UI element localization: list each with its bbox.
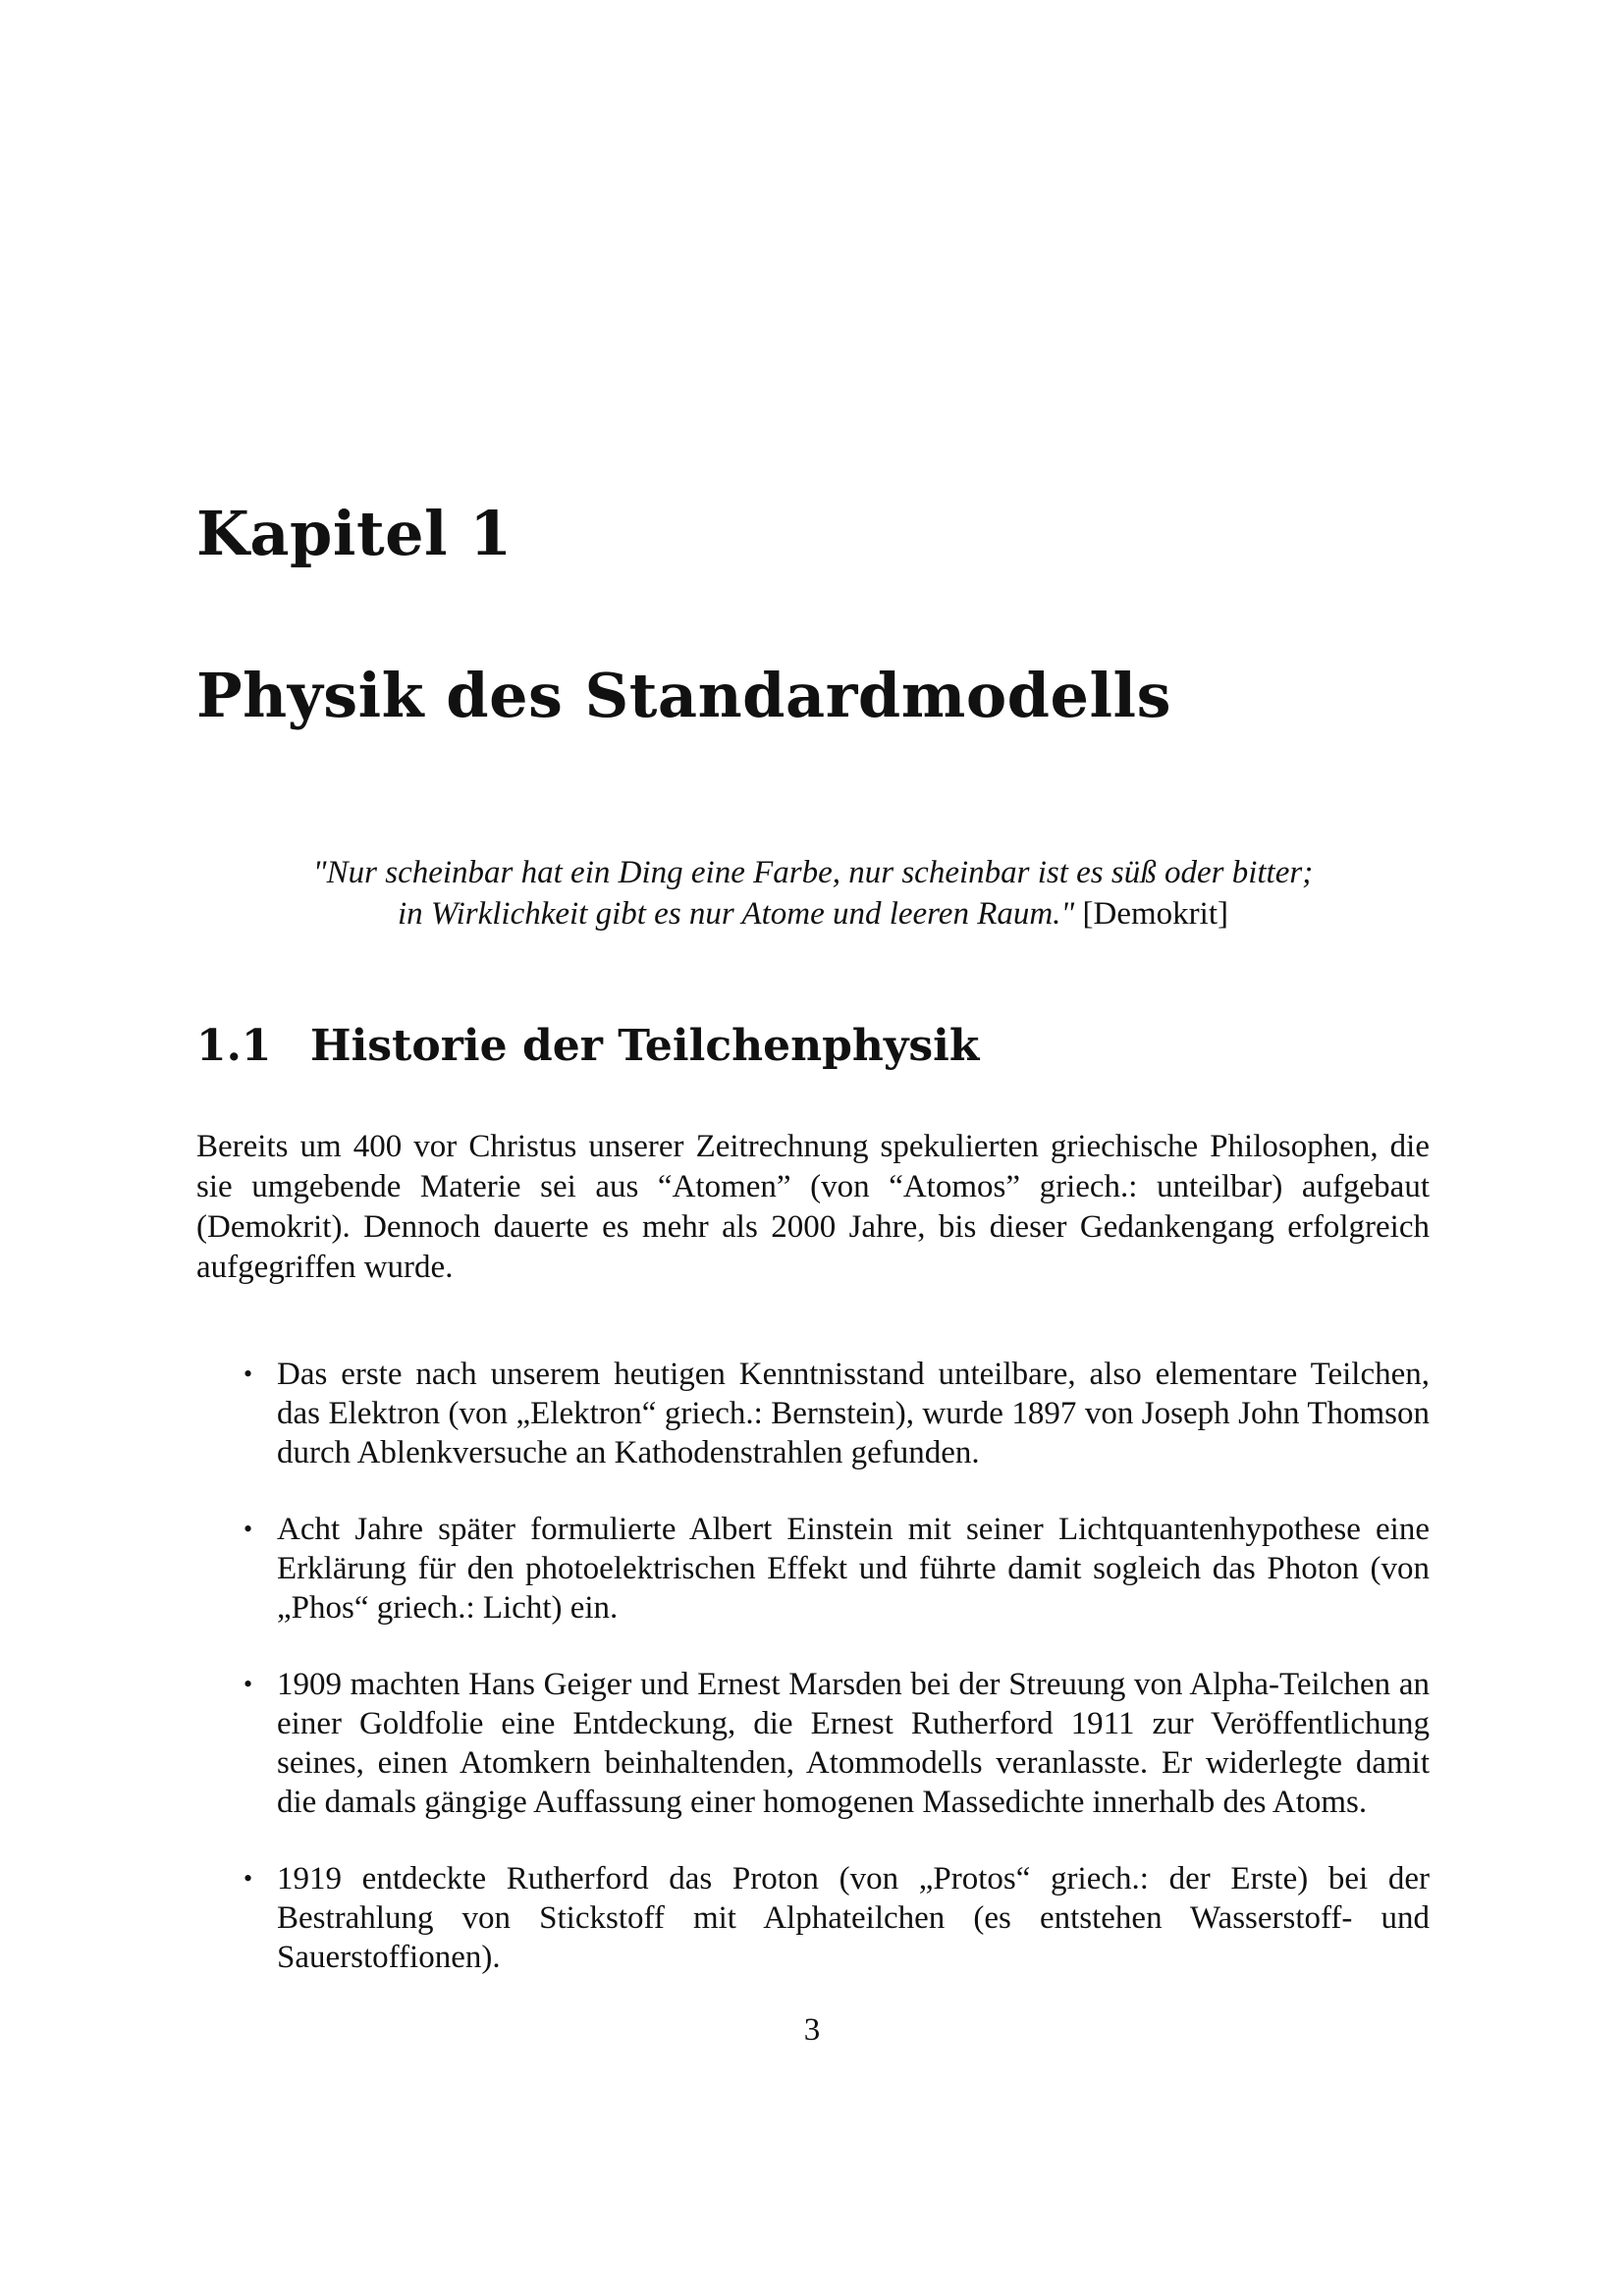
- chapter-label: Kapitel 1: [196, 498, 513, 569]
- list-item-text: Acht Jahre später formulierte Albert Einstein mit seiner Lichtquantenhypothese eine Erklärung für den photoelektrischen Effekt und führte damit sogleich das Photon (von „Phos“ griech.: Licht) ein.: [277, 1512, 1430, 1626]
- section-number: 1.1: [196, 1021, 272, 1071]
- section-heading: [196, 1021, 979, 1073]
- epigraph-attribution: [Demokrit]: [1082, 896, 1228, 932]
- list-item: [196, 1665, 1430, 1822]
- page-number: 3: [803, 2012, 821, 2048]
- list-item-text: 1919 entdeckte Rutherford das Proton (von „Protos“ griech.: der Erste) bei der Bestrahlung von Stickstoff mit Alphateilchen (es entstehen Wasserstoff- und Sauerstoffionen).: [277, 1861, 1430, 1975]
- list-item-text: 1909 machten Hans Geiger und Ernest Marsden bei der Streuung von Alpha-Teilchen an einer Goldfolie eine Entdeckung, die Ernest Rutherford 1911 zur Veröffentlichung seines, einen Atomkern beinhaltenden, Atommodells veranlasste. Er widerlegte damit die damals gängige Auffassung einer homogenen Massedichte innerhalb des Atoms.: [277, 1667, 1430, 1820]
- list-item: [196, 1510, 1430, 1628]
- bullet-icon: •: [244, 1864, 253, 1893]
- bullet-icon: •: [244, 1515, 253, 1543]
- milestone-list: [196, 1355, 1430, 2014]
- section-title: Historie der Teilchenphysik: [310, 1021, 980, 1071]
- bullet-icon: •: [244, 1670, 253, 1698]
- list-item-text: Das erste nach unserem heutigen Kenntnisstand unteilbare, also elementare Teilchen, das Elektron (von „Elektron“ griech.: Bernstein), wurde 1897 von Joseph John Thomson durch Ablenkversuche an Kathodenstrahlen gefunden.: [277, 1357, 1430, 1470]
- intro-paragraph: Bereits um 400 vor Christus unserer Zeitrechnung spekulierten griechische Philosophen, die sie umgebende Materie sei aus “Atomen” (von “Atomos” griech.: unteilbar) aufgebaut (Demokrit). Dennoch dauerte es mehr als 2000 Jahre, bis dieser Gedankengang erfolgreich aufgegriffen wurde.: [196, 1129, 1430, 1285]
- epigraph: [196, 852, 1430, 934]
- list-item: [196, 1859, 1430, 1977]
- epigraph-line-2: in Wirklichkeit gibt es nur Atome und leeren Raum.": [397, 896, 1075, 932]
- epigraph-line-2-wrapper: [398, 896, 1228, 932]
- epigraph-line-1: "Nur scheinbar hat ein Ding eine Farbe, nur scheinbar ist es süß oder bitter;: [312, 855, 1314, 890]
- list-item: [196, 1355, 1430, 1472]
- chapter-title: Physik des Standardmodells: [196, 660, 1171, 731]
- bullet-icon: •: [244, 1360, 253, 1388]
